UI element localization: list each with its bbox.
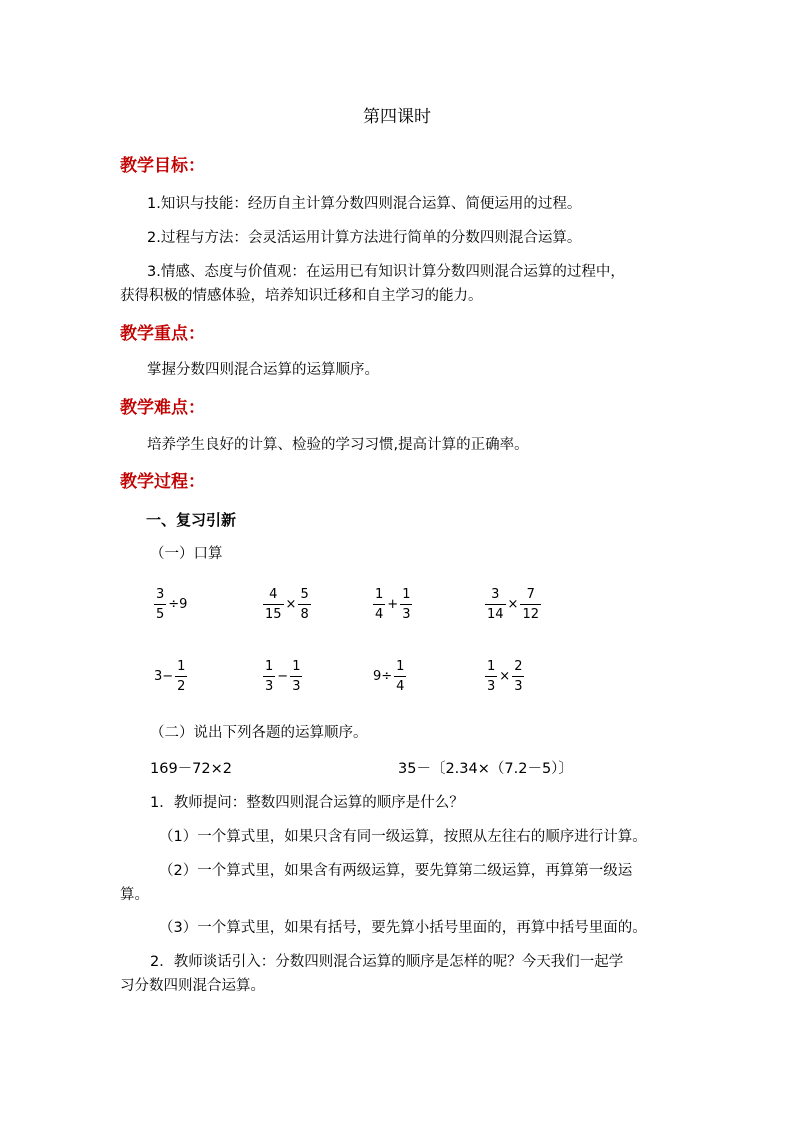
fraction-bar — [485, 676, 497, 677]
numerator: 1 — [487, 659, 496, 674]
difficulties-heading: 教学难点： — [120, 398, 205, 418]
oral-expression — [484, 587, 542, 622]
denominator: 14 — [487, 607, 504, 622]
denominator: 3 — [487, 679, 496, 694]
denominator: 12 — [522, 607, 539, 622]
fraction-bar — [485, 604, 506, 605]
rule-2-line1: （2）一个算式里，如果含有两级运算，要先算第二级运算，再算第一级运 — [159, 863, 633, 879]
numerator: 3 — [491, 587, 500, 602]
fraction-bar — [263, 604, 284, 605]
oral-expression — [484, 659, 525, 694]
difficulties-text: 培养学生良好的计算、检验的学习习惯,提高计算的正确率。 — [147, 437, 529, 453]
expression-2: 35－〔2.34×（7.2－5）〕 — [398, 761, 573, 777]
goal-item-1: 1.知识与技能：经历自主计算分数四则混合运算、简便运用的过程。 — [147, 196, 582, 212]
operator: × — [285, 597, 297, 612]
denominator: 3 — [292, 679, 301, 694]
fraction-bar — [154, 604, 166, 605]
denominator: 4 — [375, 607, 384, 622]
fraction-bar — [298, 604, 310, 605]
numerator: 4 — [269, 587, 278, 602]
fraction-bar — [520, 604, 541, 605]
numerator: 1 — [292, 659, 301, 674]
operator: ÷9 — [168, 597, 188, 612]
denominator: 3 — [402, 607, 411, 622]
denominator: 4 — [396, 679, 405, 694]
denominator: 3 — [265, 679, 274, 694]
fraction — [400, 587, 412, 622]
oral-expression — [153, 659, 188, 694]
fraction — [154, 587, 166, 622]
goal-item-2: 2.过程与方法：会灵活运用计算方法进行简单的分数四则混合运算。 — [147, 230, 582, 246]
goal-item-3-line1: 3.情感、态度与价值观：在运用已有知识计算分数四则混合运算的过程中， — [147, 264, 625, 280]
rule-1: （1）一个算式里，如果只含有同一级运算，按照从左往右的顺序进行计算。 — [159, 829, 647, 845]
fraction — [298, 587, 310, 622]
denominator: 15 — [265, 607, 282, 622]
operator: 9÷ — [373, 669, 393, 684]
page-title: 第四课时 — [363, 107, 431, 127]
fraction-bar — [290, 676, 302, 677]
fraction-bar — [373, 604, 385, 605]
fraction-bar — [263, 676, 275, 677]
oral-expression — [153, 587, 188, 622]
fraction — [485, 659, 497, 694]
fraction — [263, 659, 275, 694]
fraction-bar — [400, 604, 412, 605]
denominator: 5 — [156, 607, 165, 622]
numerator: 7 — [526, 587, 535, 602]
fraction — [512, 659, 524, 694]
fraction — [263, 587, 284, 622]
numerator: 2 — [514, 659, 523, 674]
fraction — [175, 659, 187, 694]
order-title: （二）说出下列各题的运算顺序。 — [150, 725, 368, 741]
fraction — [520, 587, 541, 622]
denominator: 3 — [514, 679, 523, 694]
denominator: 8 — [300, 607, 309, 622]
expression-1: 169－72×2 — [150, 761, 233, 777]
numerator: 3 — [156, 587, 165, 602]
fraction — [394, 659, 406, 694]
numerator: 1 — [402, 587, 411, 602]
fraction — [290, 659, 302, 694]
operator: + — [387, 597, 399, 612]
numerator: 1 — [375, 587, 384, 602]
oral-expression — [262, 587, 312, 622]
teacher-intro-line2: 习分数四则混合运算。 — [120, 978, 265, 994]
fraction — [485, 587, 506, 622]
rule-2-line2: 算。 — [120, 887, 149, 903]
key-points-heading: 教学重点： — [120, 324, 205, 344]
teacher-question-1: 1．教师提问：整数四则混合运算的顺序是什么？ — [150, 795, 464, 811]
numerator: 1 — [265, 659, 274, 674]
oral-expression — [262, 659, 303, 694]
numerator: 1 — [396, 659, 405, 674]
goal-item-3-line2: 获得积极的情感体验，培养知识迁移和自主学习的能力。 — [120, 288, 483, 304]
oral-expression — [372, 587, 413, 622]
goals-heading: 教学目标： — [120, 156, 205, 176]
rule-3: （3）一个算式里，如果有括号，要先算小括号里面的，再算中括号里面的。 — [159, 920, 647, 936]
operator: × — [507, 597, 519, 612]
operator: 3− — [154, 669, 174, 684]
key-points-text: 掌握分数四则混合运算的运算顺序。 — [147, 362, 379, 378]
section-review-title: 一、复习引新 — [146, 511, 237, 529]
numerator: 5 — [300, 587, 309, 602]
process-heading: 教学过程： — [120, 472, 205, 492]
oral-calc-title: （一）口算 — [150, 546, 223, 562]
fraction-bar — [512, 676, 524, 677]
fraction-bar — [394, 676, 406, 677]
operator: × — [499, 669, 511, 684]
operator: − — [277, 669, 289, 684]
oral-expression — [372, 659, 407, 694]
teacher-intro-line1: 2．教师谈话引入：分数四则混合运算的顺序是怎样的呢？今天我们一起学 — [150, 954, 624, 970]
denominator: 2 — [177, 679, 186, 694]
fraction — [373, 587, 385, 622]
fraction-bar — [175, 676, 187, 677]
numerator: 1 — [177, 659, 186, 674]
